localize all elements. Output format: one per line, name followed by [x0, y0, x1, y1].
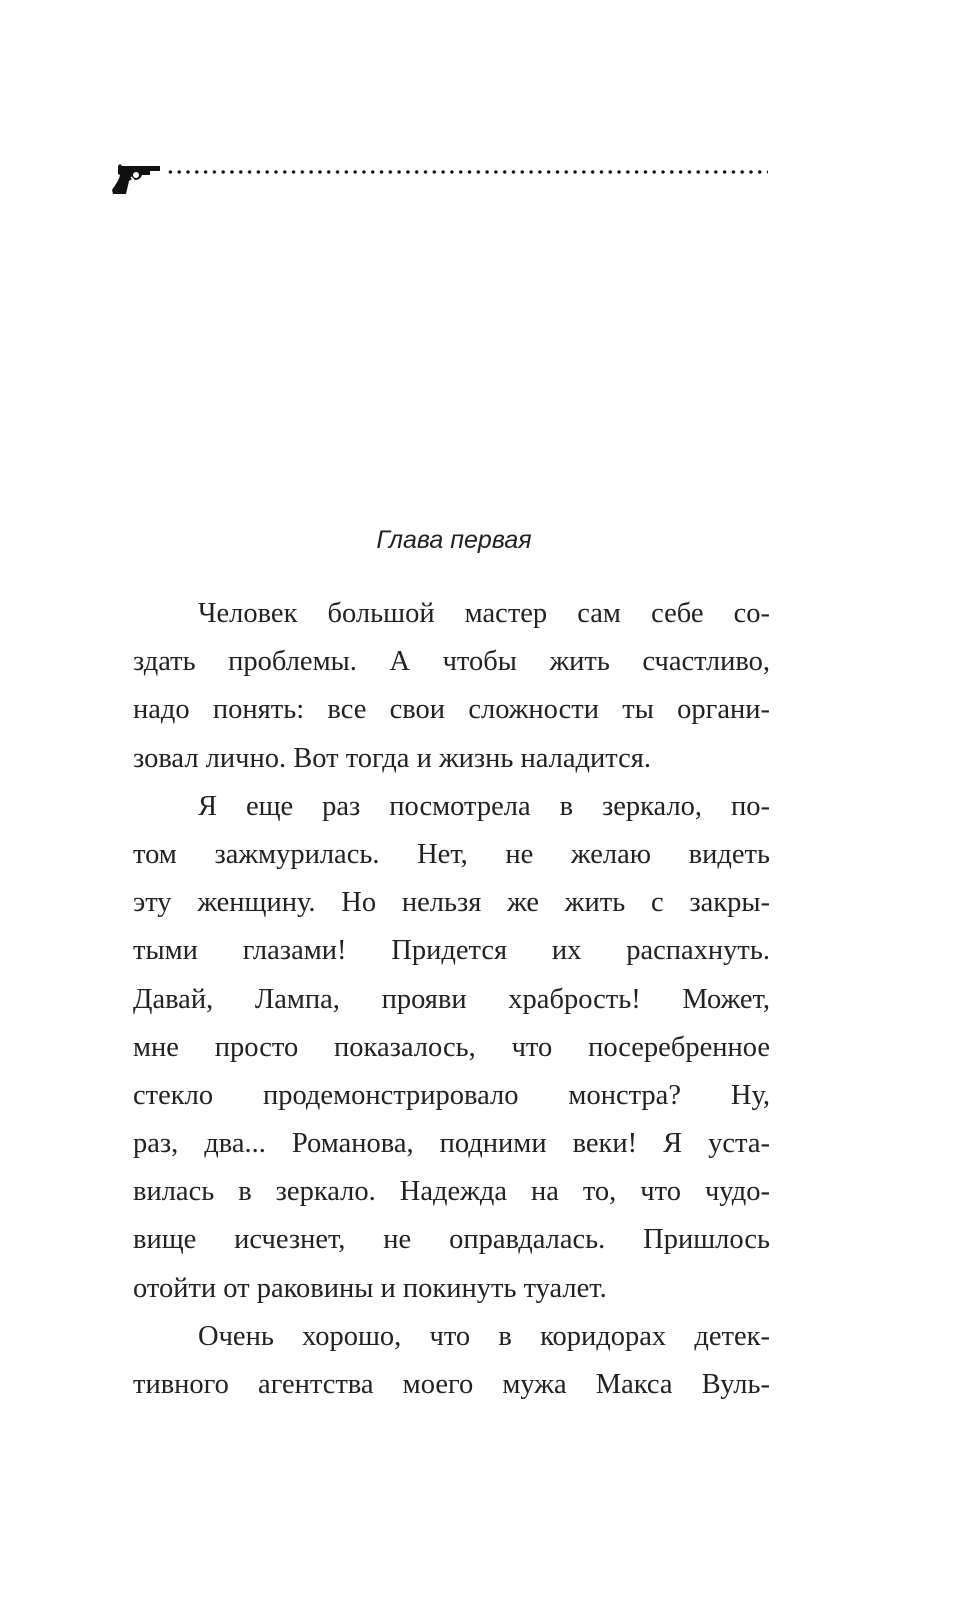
text-line: раз, два... Романова, подними веки! Я уста-: [133, 1128, 770, 1160]
revolver-icon: [110, 162, 162, 196]
text-line: Давай, Лампа, прояви храбрость! Может,: [133, 983, 770, 1015]
text-line: Я еще раз посмотрела в зеркало, по-: [198, 790, 770, 822]
text-line: стекло продемонстрировало монстра? Ну,: [133, 1079, 770, 1111]
chapter-title: Глава первая: [376, 526, 532, 554]
text-line: здать проблемы. А чтобы жить счастливо,: [133, 646, 770, 678]
chapter-body: [133, 590, 770, 1409]
text-line: надо понять: все свои сложности ты органи-: [133, 694, 770, 726]
paragraph: [133, 590, 770, 783]
text-line: эту женщину. Но нельзя же жить с закры-: [133, 887, 770, 919]
text-line: Очень хорошо, что в коридорах детек-: [198, 1320, 770, 1352]
text-line: зовал лично. Вот тогда и жизнь наладится.: [133, 742, 651, 774]
text-line: мне просто показалось, что посеребренное: [133, 1031, 770, 1063]
text-line: тыми глазами! Придется их распахнуть.: [133, 935, 770, 967]
text-line: Человек большой мастер сам себе со-: [198, 598, 770, 629]
text-line: тивного агентства моего мужа Макса Вуль-: [133, 1369, 770, 1400]
text-line: том зажмурилась. Нет, не желаю видеть: [133, 838, 770, 870]
text-line: вище исчезнет, не оправдалась. Пришлось: [133, 1224, 770, 1256]
dotted-rule: [166, 170, 768, 174]
paragraph: [133, 1313, 770, 1409]
text-line: вилась в зеркало. Надежда на то, что чудо-: [133, 1176, 770, 1208]
text-line: отойти от раковины и покинуть туалет.: [133, 1272, 607, 1304]
chapter-header-ornament: [110, 160, 770, 196]
paragraph: [133, 783, 770, 1313]
